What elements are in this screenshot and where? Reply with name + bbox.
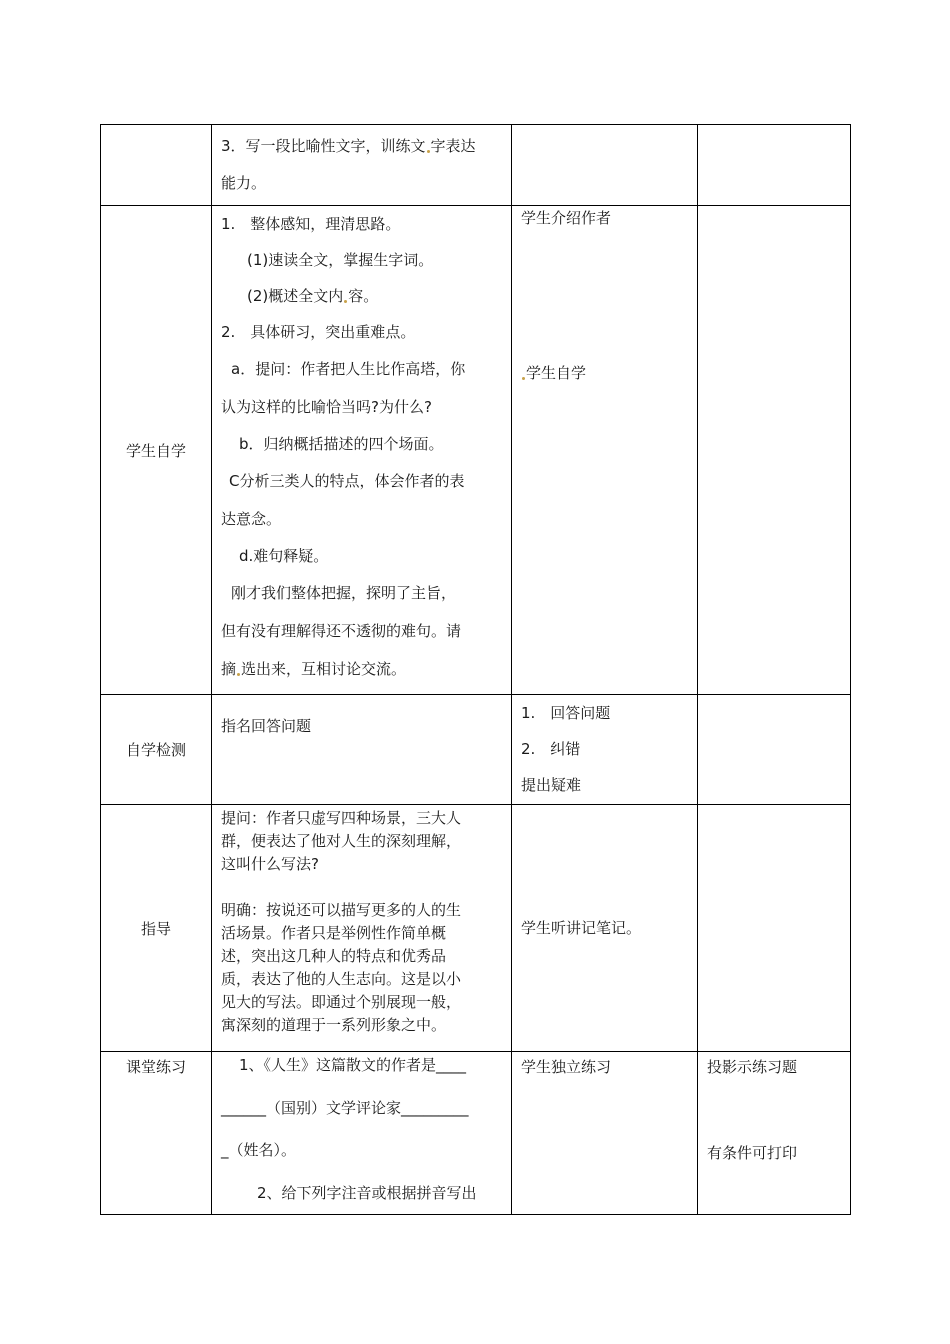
content-line: 容。 <box>348 287 379 305</box>
marker-dot <box>344 300 347 303</box>
content-line: 选出来，互相讨论交流。 <box>241 660 407 678</box>
row-label: 自学检测 <box>125 741 186 759</box>
teacher-note-cell <box>698 805 851 1052</box>
student-activity: 学生听讲记笔记。 <box>521 919 642 937</box>
teacher-note-cell <box>698 1052 851 1215</box>
content-line: 3．写一段比喻性文字，训练文 <box>221 137 426 155</box>
content-line: 刚才我们整体把握，探明了主旨， <box>231 584 457 602</box>
content-line: 2. 具体研习，突出重难点。 <box>221 323 416 341</box>
blank-line <box>221 876 503 899</box>
content-line: 明确：按说还可以描写更多的人的生 <box>221 901 462 919</box>
content-line: C分析三类人的特点，体会作者的表 <box>229 472 465 490</box>
content-line: 群，便表达了他对人生的深刻理解， <box>221 832 462 850</box>
content-line: 见大的写法。即通过个别展现一般， <box>221 993 462 1011</box>
row-label: 学生自学 <box>125 441 186 460</box>
content-line: 指名回答问题 <box>221 717 312 735</box>
row-label: 指导 <box>140 919 171 938</box>
content-line: 述，突出这几种人的特点和优秀品 <box>221 947 447 965</box>
marker-dot <box>237 673 240 676</box>
student-activity: 1. 回答问题 <box>521 704 611 722</box>
content-line: 摘 <box>221 660 237 678</box>
student-activity: 学生独立练习 <box>521 1058 612 1076</box>
content-line: 2、给下列字注音或根据拼音写出 <box>257 1183 477 1202</box>
content-cell <box>212 695 512 805</box>
lesson-plan-table <box>100 124 851 1215</box>
student-activity-cell <box>512 805 698 1052</box>
student-activity: 提出疑难 <box>521 776 582 794</box>
content-line: 字表达 <box>430 137 476 155</box>
content-line: 但有没有理解得还不透彻的难句。请 <box>221 622 462 640</box>
table-row <box>101 125 851 206</box>
content-cell <box>212 206 512 695</box>
marker-dot <box>427 150 430 153</box>
content-line: ______（国别）文学评论家_________ <box>221 1098 469 1117</box>
content-line: d.难句释疑。 <box>239 547 329 565</box>
table-row <box>101 1052 851 1215</box>
content-line: (2)概述全文内 <box>247 287 344 305</box>
row-label-cell <box>101 805 212 1052</box>
marker-dot <box>522 377 525 380</box>
student-activity-cell <box>512 1052 698 1215</box>
teacher-note: 投影示练习题 <box>707 1058 798 1076</box>
content-cell <box>212 125 512 206</box>
content-line: 提问：作者只虚写四种场景，三大人 <box>221 809 462 827</box>
student-activity: 2. 纠错 <box>521 740 581 758</box>
row-label-cell <box>101 695 212 805</box>
content-line: 认为这样的比喻恰当吗?为什么? <box>221 398 432 416</box>
row-label: 课堂练习 <box>125 1058 186 1076</box>
table-row <box>101 695 851 805</box>
content-line: (1)速读全文，掌握生字词。 <box>247 251 434 269</box>
content-line: 能力。 <box>221 173 267 192</box>
table-row <box>101 805 851 1052</box>
content-line: b．归纳概括描述的四个场面。 <box>239 435 444 453</box>
teacher-note-cell <box>698 206 851 695</box>
content-line: _（姓名）。 <box>221 1141 297 1159</box>
content-line: 寓深刻的道理于一系列形象之中。 <box>221 1016 447 1034</box>
content-line: 这叫什么写法? <box>221 855 319 873</box>
table-row <box>101 206 851 695</box>
content-line: 1. 整体感知，理清思路。 <box>221 215 401 233</box>
teacher-note-cell <box>698 125 851 206</box>
row-label-cell <box>101 1052 212 1215</box>
content-cell <box>212 1052 512 1215</box>
student-activity: 学生自学 <box>526 364 587 382</box>
student-activity-cell <box>512 206 698 695</box>
teacher-note: 有条件可打印 <box>707 1144 798 1162</box>
content-line: 活场景。作者只是举例性作简单概 <box>221 924 447 942</box>
student-activity: 学生介绍作者 <box>521 209 612 227</box>
content-cell <box>212 805 512 1052</box>
student-activity-cell <box>512 695 698 805</box>
teacher-note-cell <box>698 695 851 805</box>
content-line: 质，表达了他的人生志向。这是以小 <box>221 970 462 988</box>
row-label-cell <box>101 206 212 695</box>
row-label-cell <box>101 125 212 206</box>
content-line: 1、《人生》这篇散文的作者是____ <box>239 1056 467 1074</box>
content-line: 达意念。 <box>221 510 282 528</box>
student-activity-cell <box>512 125 698 206</box>
content-line: a．提问：作者把人生比作高塔，你 <box>231 360 466 378</box>
